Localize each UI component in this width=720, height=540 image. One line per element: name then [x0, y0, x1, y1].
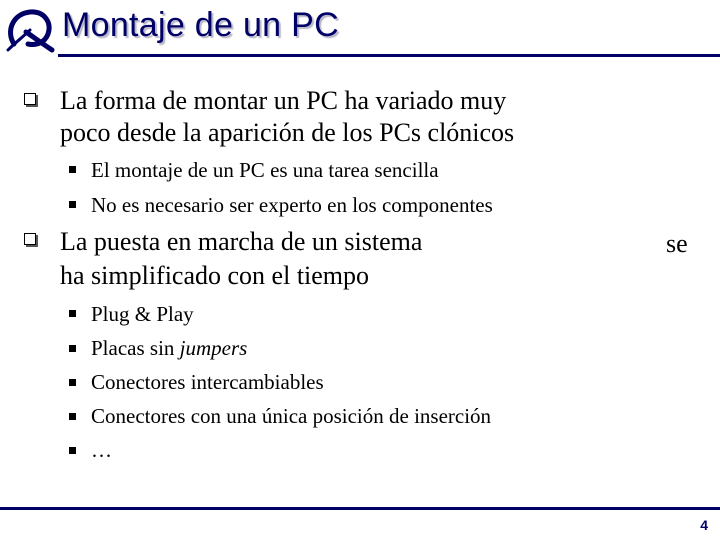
- italic-term: jumpers: [179, 336, 248, 360]
- sub-bullet-icon: [69, 345, 76, 352]
- square-bullet-icon: [24, 93, 36, 105]
- sub-bullet-icon: [69, 413, 76, 420]
- slide-title: Montaje de un PC: [62, 6, 339, 44]
- sub-bullet-prefix: Placas sin: [91, 336, 175, 360]
- page-number: 4: [700, 517, 708, 533]
- sub-bullet-icon: [69, 447, 76, 454]
- logo-icon: [4, 6, 58, 54]
- sub-bullet-text: [91, 331, 247, 365]
- sub-bullet-text: El montaje de un PC es una tarea sencilla: [91, 158, 439, 182]
- sub-bullet-icon: [69, 379, 76, 386]
- sub-bullet-icon: [69, 201, 76, 208]
- bullet-2-trailing-word: se: [666, 229, 688, 258]
- sub-bullet-text: …: [91, 438, 112, 462]
- sub-bullet-icon: [69, 166, 76, 173]
- square-bullet-icon: [24, 233, 36, 245]
- sub-bullet-text: Conectores con una única posición de inserción: [91, 404, 492, 428]
- sub-bullet-text: No es necesario ser experto en los componentes: [91, 193, 493, 217]
- bullet-1-line-2: poco desde la aparición de los PCs clónicos: [60, 118, 515, 147]
- sub-bullet-text: Conectores intercambiables: [91, 370, 324, 394]
- title-divider: [58, 54, 720, 57]
- bullet-2-line-1: La puesta en marcha de un sistema: [60, 227, 423, 256]
- bullet-2-line-2: ha simplificado con el tiempo: [60, 261, 370, 290]
- bullet-1-line-1: La forma de montar un PC ha variado muy: [60, 86, 507, 115]
- footer-divider: [0, 507, 720, 510]
- sub-bullet-text: Plug & Play: [91, 302, 194, 326]
- sub-bullet-icon: [69, 310, 76, 317]
